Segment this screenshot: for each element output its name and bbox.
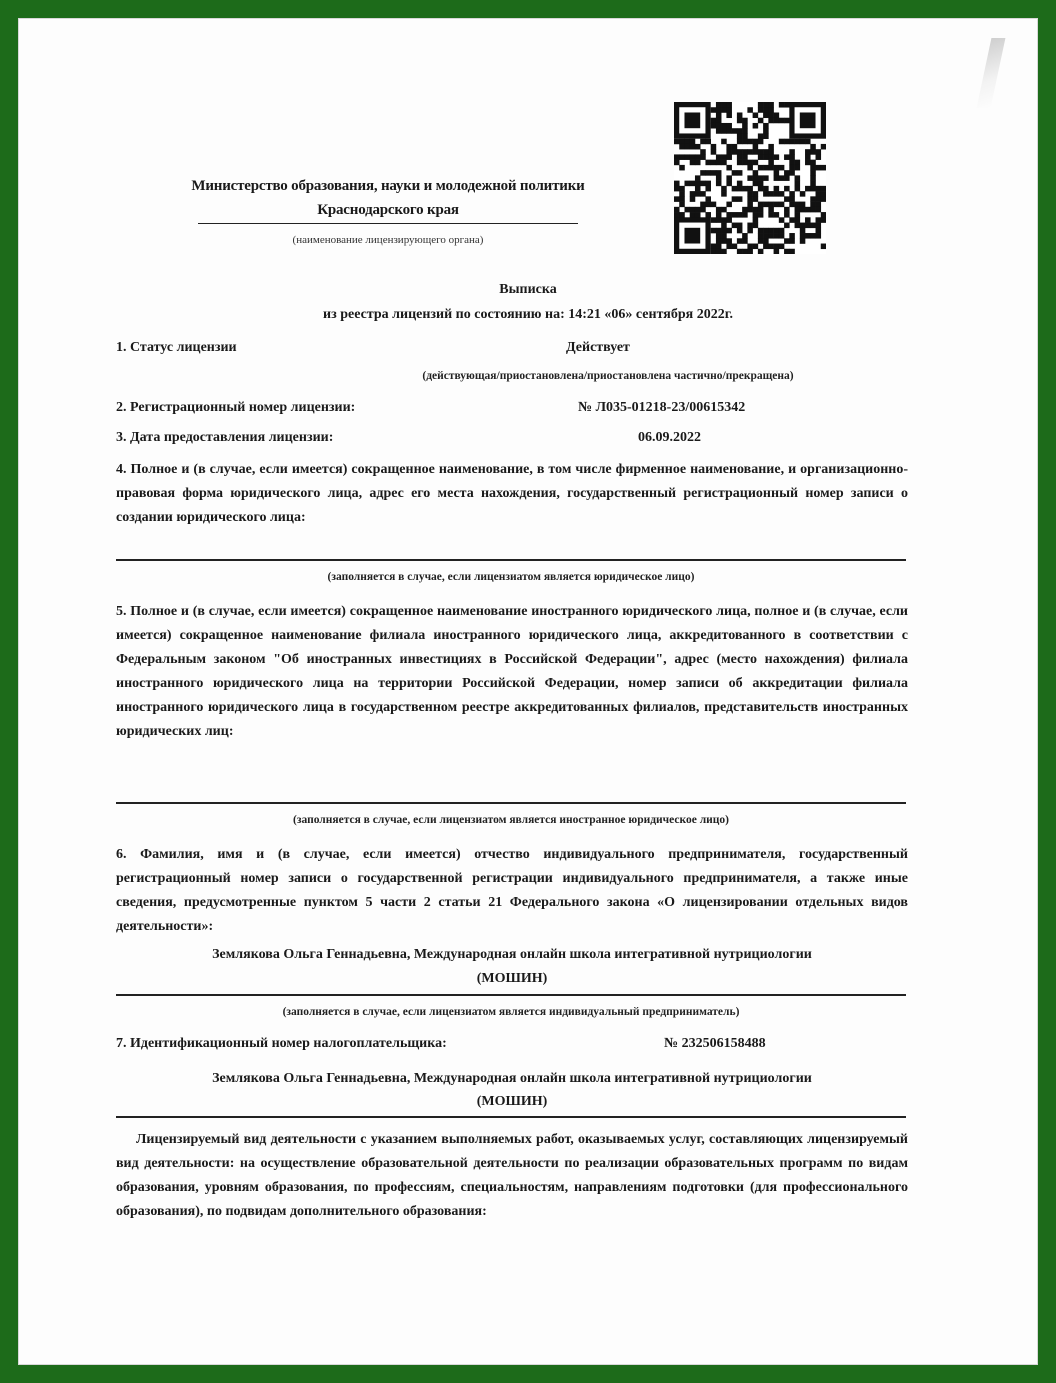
licensing-authority <box>108 174 668 222</box>
item6-caption: (заполняется в случае, если лицензиатом является индивидуальный предприниматель) <box>282 1006 740 1018</box>
inn-value: № 232506158488 <box>664 1036 766 1051</box>
item5-caption: (заполняется в случае, если лицензиатом является иностранное юридическое лицо) <box>293 814 729 826</box>
org-underline <box>198 223 578 224</box>
item4-text: 4. Полное и (в случае, если имеется) сокращенное наименование, в том числе фирменное наименование, и организационно-правовая форма юридического лица, адрес его места нахождения, государственный регистрационный номер записи о создании юридического лица: <box>116 462 908 525</box>
inn-label: 7. Идентификационный номер налогоплательщика: <box>116 1036 447 1051</box>
qr-code <box>674 102 826 254</box>
status-label: 1. Статус лицензии <box>116 340 237 355</box>
item6-abbr: (МОШИН) <box>476 971 548 986</box>
scan-artifact <box>977 38 1006 108</box>
item5-text: 5. Полное и (в случае, если имеется) сокращенное наименование иностранного юридического лица, полное и (в случае, если имеется) сокращенное наименование филиала иностранного юридического лица, аккредитованного в соответствии с Федеральным законом "Об иностранных инвестициях в Российской Федерации", адрес (место нахождения) филиала иностранного юридического лица на территории Российской Федерации, номер записи об аккредитации филиала иностранного юридического лица в государственном реестре аккредитованных филиалов, представительств иностранных юридических лиц: <box>116 604 908 739</box>
date-label: 3. Дата предоставления лицензии: <box>116 430 334 445</box>
item4-rule <box>116 559 906 561</box>
document-frame <box>18 18 1038 1365</box>
item4-caption: (заполняется в случае, если лицензиатом является юридическое лицо) <box>327 571 695 583</box>
org-name-line2: Краснодарского края <box>317 202 459 218</box>
reg-number-label: 2. Регистрационный номер лицензии: <box>116 400 356 415</box>
licensee-name: Землякова Ольга Геннадьевна, Международная онлайн школа интегративной нутрициологии <box>212 1071 812 1086</box>
status-caption: (действующая/приостановлена/приостановлена частично/прекращена) <box>422 370 794 382</box>
activity-text: Лицензируемый вид деятельности с указанием выполняемых работ, оказываемых услуг, составляющих лицензируемый вид деятельности: на осуществление образовательной деятельности по реализации образовательных программ по видам образования, уровням образования, по профессиям, специальностям, направлениям подготовки (для профессионального образования), по подвидам дополнительного образования: <box>116 1132 908 1219</box>
org-name-line1: Министерство образования, науки и молодежной политики <box>191 178 585 194</box>
status-value: Действует <box>566 340 630 355</box>
reg-number-value: № Л035-01218-23/00615342 <box>578 400 746 415</box>
extract-subtitle: из реестра лицензий по состоянию на: 14:21 «06» сентября 2022г. <box>323 307 733 322</box>
item5-rule <box>116 802 906 804</box>
item6-name: Землякова Ольга Геннадьевна, Международная онлайн школа интегративной нутрициологии <box>212 947 812 962</box>
extract-title: Выписка <box>499 282 557 297</box>
licensee-abbr: (МОШИН) <box>476 1094 548 1109</box>
org-caption: (наименование лицензирующего органа) <box>292 234 484 246</box>
item6-rule <box>116 994 906 996</box>
item6-text: 6. Фамилия, имя и (в случае, если имеется) отчество индивидуального предпринимателя, государственный регистрационный номер записи о государственной регистрации индивидуального предпринимателя, а также иные сведения, предусмотренные пунктом 5 части 2 статьи 21 Федерального закона «О лицензировании отдельных видов деятельности»: <box>116 847 908 934</box>
date-value: 06.09.2022 <box>638 430 701 445</box>
licensee-rule <box>116 1116 906 1118</box>
